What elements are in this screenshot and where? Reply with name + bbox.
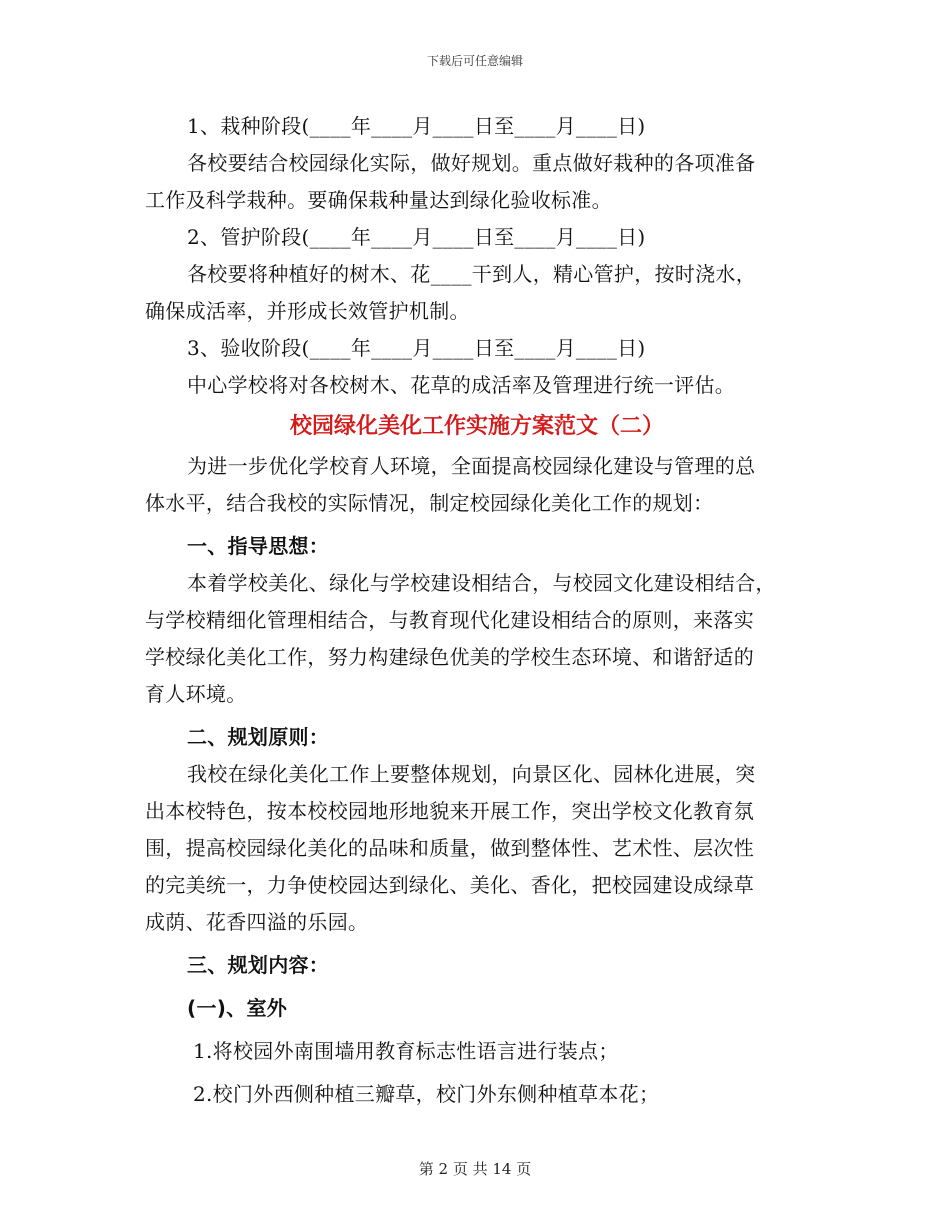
document-body [145,108,809,1113]
section2-line-3: 围，提高校园绿化美化的品味和质量，做到整体性、艺术性、层次性 [145,836,754,860]
section1-line-1: 本着学校美化、绿化与学校建设相结合，与校园文化建设相结合， [187,571,776,595]
intro-line-2: 体水平，结合我校的实际情况，制定校园绿化美化工作的规划： [145,491,714,515]
section3-heading: 三、规划内容： [187,953,330,977]
document-title: 校园绿化美化工作实施方案范文（二） [289,414,664,439]
page-header: 下载后可任意编辑 [426,54,523,68]
stage3-body-line-1: 中心学校将对各校树木、花草的成活率及管理进行统一评估。 [187,373,736,397]
section3-item-2: 2.校门外西侧种植三瓣草，校门外东侧种植草本花； [193,1082,660,1106]
section1-line-2: 与学校精细化管理相结合，与教育现代化建设相结合的原则，来落实 [145,608,754,632]
page-footer: 第 2 页 共 14 页 [418,1160,532,1178]
stage1-heading: 1、栽种阶段(____年____月____日至____月____日) [187,114,646,138]
section2-line-2: 出本校特色，按本校校园地形地貌来开展工作，突出学校文化教育氛 [145,799,754,823]
section1-heading: 一、指导思想： [187,534,330,558]
stage2-heading: 2、管护阶段(____年____月____日至____月____日) [187,225,646,249]
section2-line-5: 成荫、花香四溢的乐园。 [145,910,369,934]
intro-line-1: 为进一步优化学校育人环境，全面提高校园绿化建设与管理的总 [187,454,756,478]
section1-line-4: 育人环境。 [145,682,247,706]
section2-line-1: 我校在绿化美化工作上要整体规划，向景区化、园林化进展，突 [187,762,756,786]
stage1-body-line-2: 工作及科学栽种。要确保栽种量达到绿化验收标准。 [145,188,612,212]
stage3-heading: 3、验收阶段(____年____月____日至____月____日) [187,336,646,360]
section3-item-1: 1.将校园外南围墙用教育标志性语言进行装点； [193,1039,619,1063]
stage2-body-line-2: 确保成活率，并形成长效管护机制。 [145,299,470,323]
section2-line-4: 的完美统一，力争使校园达到绿化、美化、香化，把校园建设成绿草 [145,873,754,897]
section1-line-3: 学校绿化美化工作，努力构建绿色优美的学校生态环境、和谐舒适的 [145,645,754,669]
stage1-body-line-1: 各校要结合校园绿化实际，做好规划。重点做好栽种的各项准备 [187,151,756,175]
section2-heading: 二、规划原则： [187,725,330,749]
section3-sub-heading: (一)、室外 [187,996,288,1020]
stage2-body-line-1: 各校要将种植好的树木、花____干到人，精心管护，按时浇水， [187,262,756,286]
